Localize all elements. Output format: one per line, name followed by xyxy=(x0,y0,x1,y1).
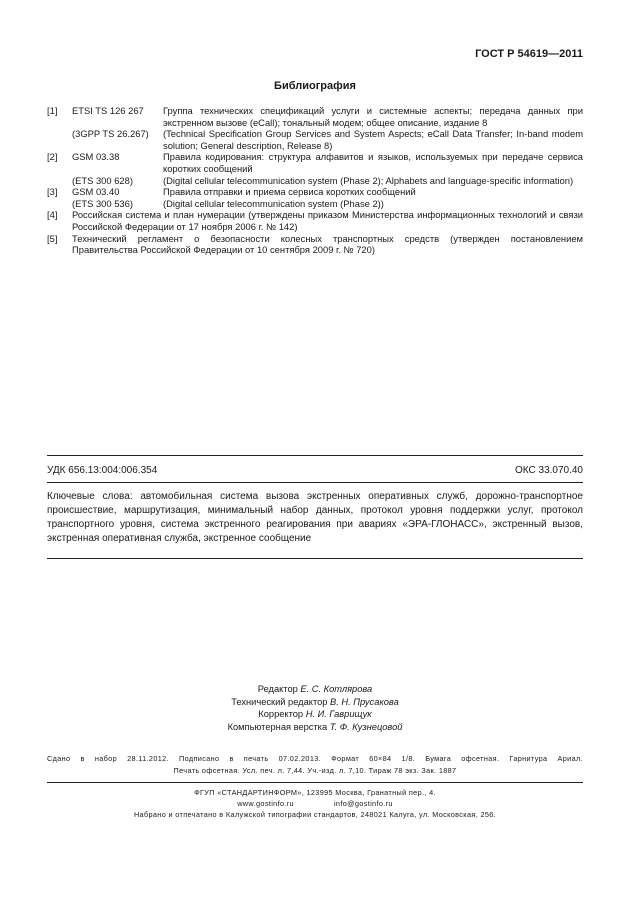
bib-code: (ETS 300 536) xyxy=(72,197,133,209)
staff-line xyxy=(0,696,630,709)
publisher-website: www.gostinfo.ru xyxy=(237,798,294,808)
udk-code: УДК 656.13:004:006.354 xyxy=(47,465,158,476)
bib-code: GSM 03.40 xyxy=(72,186,120,198)
bib-entry xyxy=(47,105,583,128)
bib-code: GSM 03.38 xyxy=(72,151,120,163)
staff-credits xyxy=(0,683,630,733)
printing-line: Печать офсетная. Усл. печ. л. 7,44. Уч.-изд. л. 7,10. Тираж 78 экз. Зак. 1887 xyxy=(173,765,457,775)
bib-number xyxy=(47,175,72,187)
bibliography-title xyxy=(0,80,630,92)
printing-info xyxy=(47,753,583,776)
staff-line xyxy=(0,708,630,721)
bibliography-list xyxy=(47,105,583,256)
keywords: Ключевые слова: автомобильная система вызова экстренных оперативных служб, дорожно-транспортное происшествие, маршрутизация, минимальный набор данных, протокол уровня поддержки услуг, протокол транспортного уровня, система экстренного реагирования при авариях «ЭРА-ГЛОНАСС», экстренный вызов, экстренная оперативная служба, экстренное сообщение xyxy=(47,491,583,544)
publisher-line: Набрано и отпечатано в Калужской типографии стандартов, 248021 Калуга, ул. Московская, 256. xyxy=(133,809,497,819)
printing-line: Сдано в набор 28.11.2012. Подписано в печать 07.02.2013. Формат 60×84 1/8. Бумага офсетная. Гарнитура Ариал. xyxy=(47,754,583,763)
bib-description: Правила отправки и приема сервиса коротких сообщений xyxy=(163,186,416,198)
bib-description: Российская система и план нумерации (утверждены приказом Министерства информационных технологий и связи Российской Федерации от 17 ноября 2006 г. № 142) xyxy=(72,209,583,232)
bib-entry xyxy=(47,209,583,232)
staff-role: Компьютерная верстка xyxy=(227,721,328,732)
bib-number: [4] xyxy=(47,209,58,221)
bib-code: ETSI TS 126 267 xyxy=(72,105,144,116)
bib-entry xyxy=(47,128,583,151)
oks-code: ОКС 33.070.40 xyxy=(515,465,583,476)
standard-number: ГОСТ Р 54619—2011 xyxy=(475,48,583,60)
bib-number xyxy=(47,198,72,210)
bib-description: (Digital cellular telecommunication system (Phase 2); Alphabets and language-specific information) xyxy=(163,174,574,186)
divider-top xyxy=(47,455,583,456)
staff-role: Корректор xyxy=(258,709,304,720)
bib-number: [2] xyxy=(47,151,58,163)
staff-name: Н. И. Гаврищук xyxy=(305,709,372,720)
bib-entry xyxy=(47,198,583,210)
staff-name: Т. Ф. Кузнецовой xyxy=(329,721,403,732)
staff-line xyxy=(0,721,630,734)
divider-print xyxy=(47,782,583,783)
divider-middle xyxy=(47,482,583,483)
bib-number: [5] xyxy=(47,232,58,244)
bib-number: [3] xyxy=(47,186,58,198)
bib-entry xyxy=(47,233,583,256)
bib-code: (3GPP TS 26.267) xyxy=(72,128,149,140)
bib-description: Группа технических спецификаций услуги и системные аспекты; передача данных при экстренном вызове (eCall); тональный модем; общее описание, издание 8 xyxy=(163,105,583,128)
publisher-contacts xyxy=(47,799,583,810)
bib-description: Технический регламент о безопасности колесных транспортных средств (утвержден постановлением Правительства Российской Федерации от 10 сентября 2009 г. № 720) xyxy=(72,232,583,256)
publisher-line: ФГУП «СТАНДАРТИНФОРМ», 123995 Москва, Гранатный пер., 4. xyxy=(194,788,436,797)
bibliography-title-text: Библиография xyxy=(274,80,356,92)
staff-role: Редактор xyxy=(257,684,298,694)
bib-description: Правила кодирования: структура алфавитов и языков, используемых при передаче сервиса коротких сообщений xyxy=(163,151,583,174)
bib-code: (ETS 300 628) xyxy=(72,174,133,186)
staff-name: В. Н. Прусакова xyxy=(330,696,399,707)
divider-bottom xyxy=(47,558,583,559)
bib-entry xyxy=(47,175,583,187)
bib-entry xyxy=(47,186,583,198)
staff-line xyxy=(0,683,630,696)
staff-name: Е. С. Котлярова xyxy=(300,684,373,694)
staff-role: Технический редактор xyxy=(231,696,328,707)
bib-entry xyxy=(47,151,583,174)
publisher-info xyxy=(47,788,583,820)
bib-description: (Technical Specification Group Services and System Aspects; eCall Data Transfer; In-band modem solution; General description, Release 8) xyxy=(163,128,583,151)
publisher-email: info@gostinfo.ru xyxy=(333,798,393,808)
bib-number: [1] xyxy=(47,105,58,116)
bib-description: (Digital cellular telecommunication system (Phase 2)) xyxy=(163,197,384,209)
bib-number xyxy=(47,128,72,151)
